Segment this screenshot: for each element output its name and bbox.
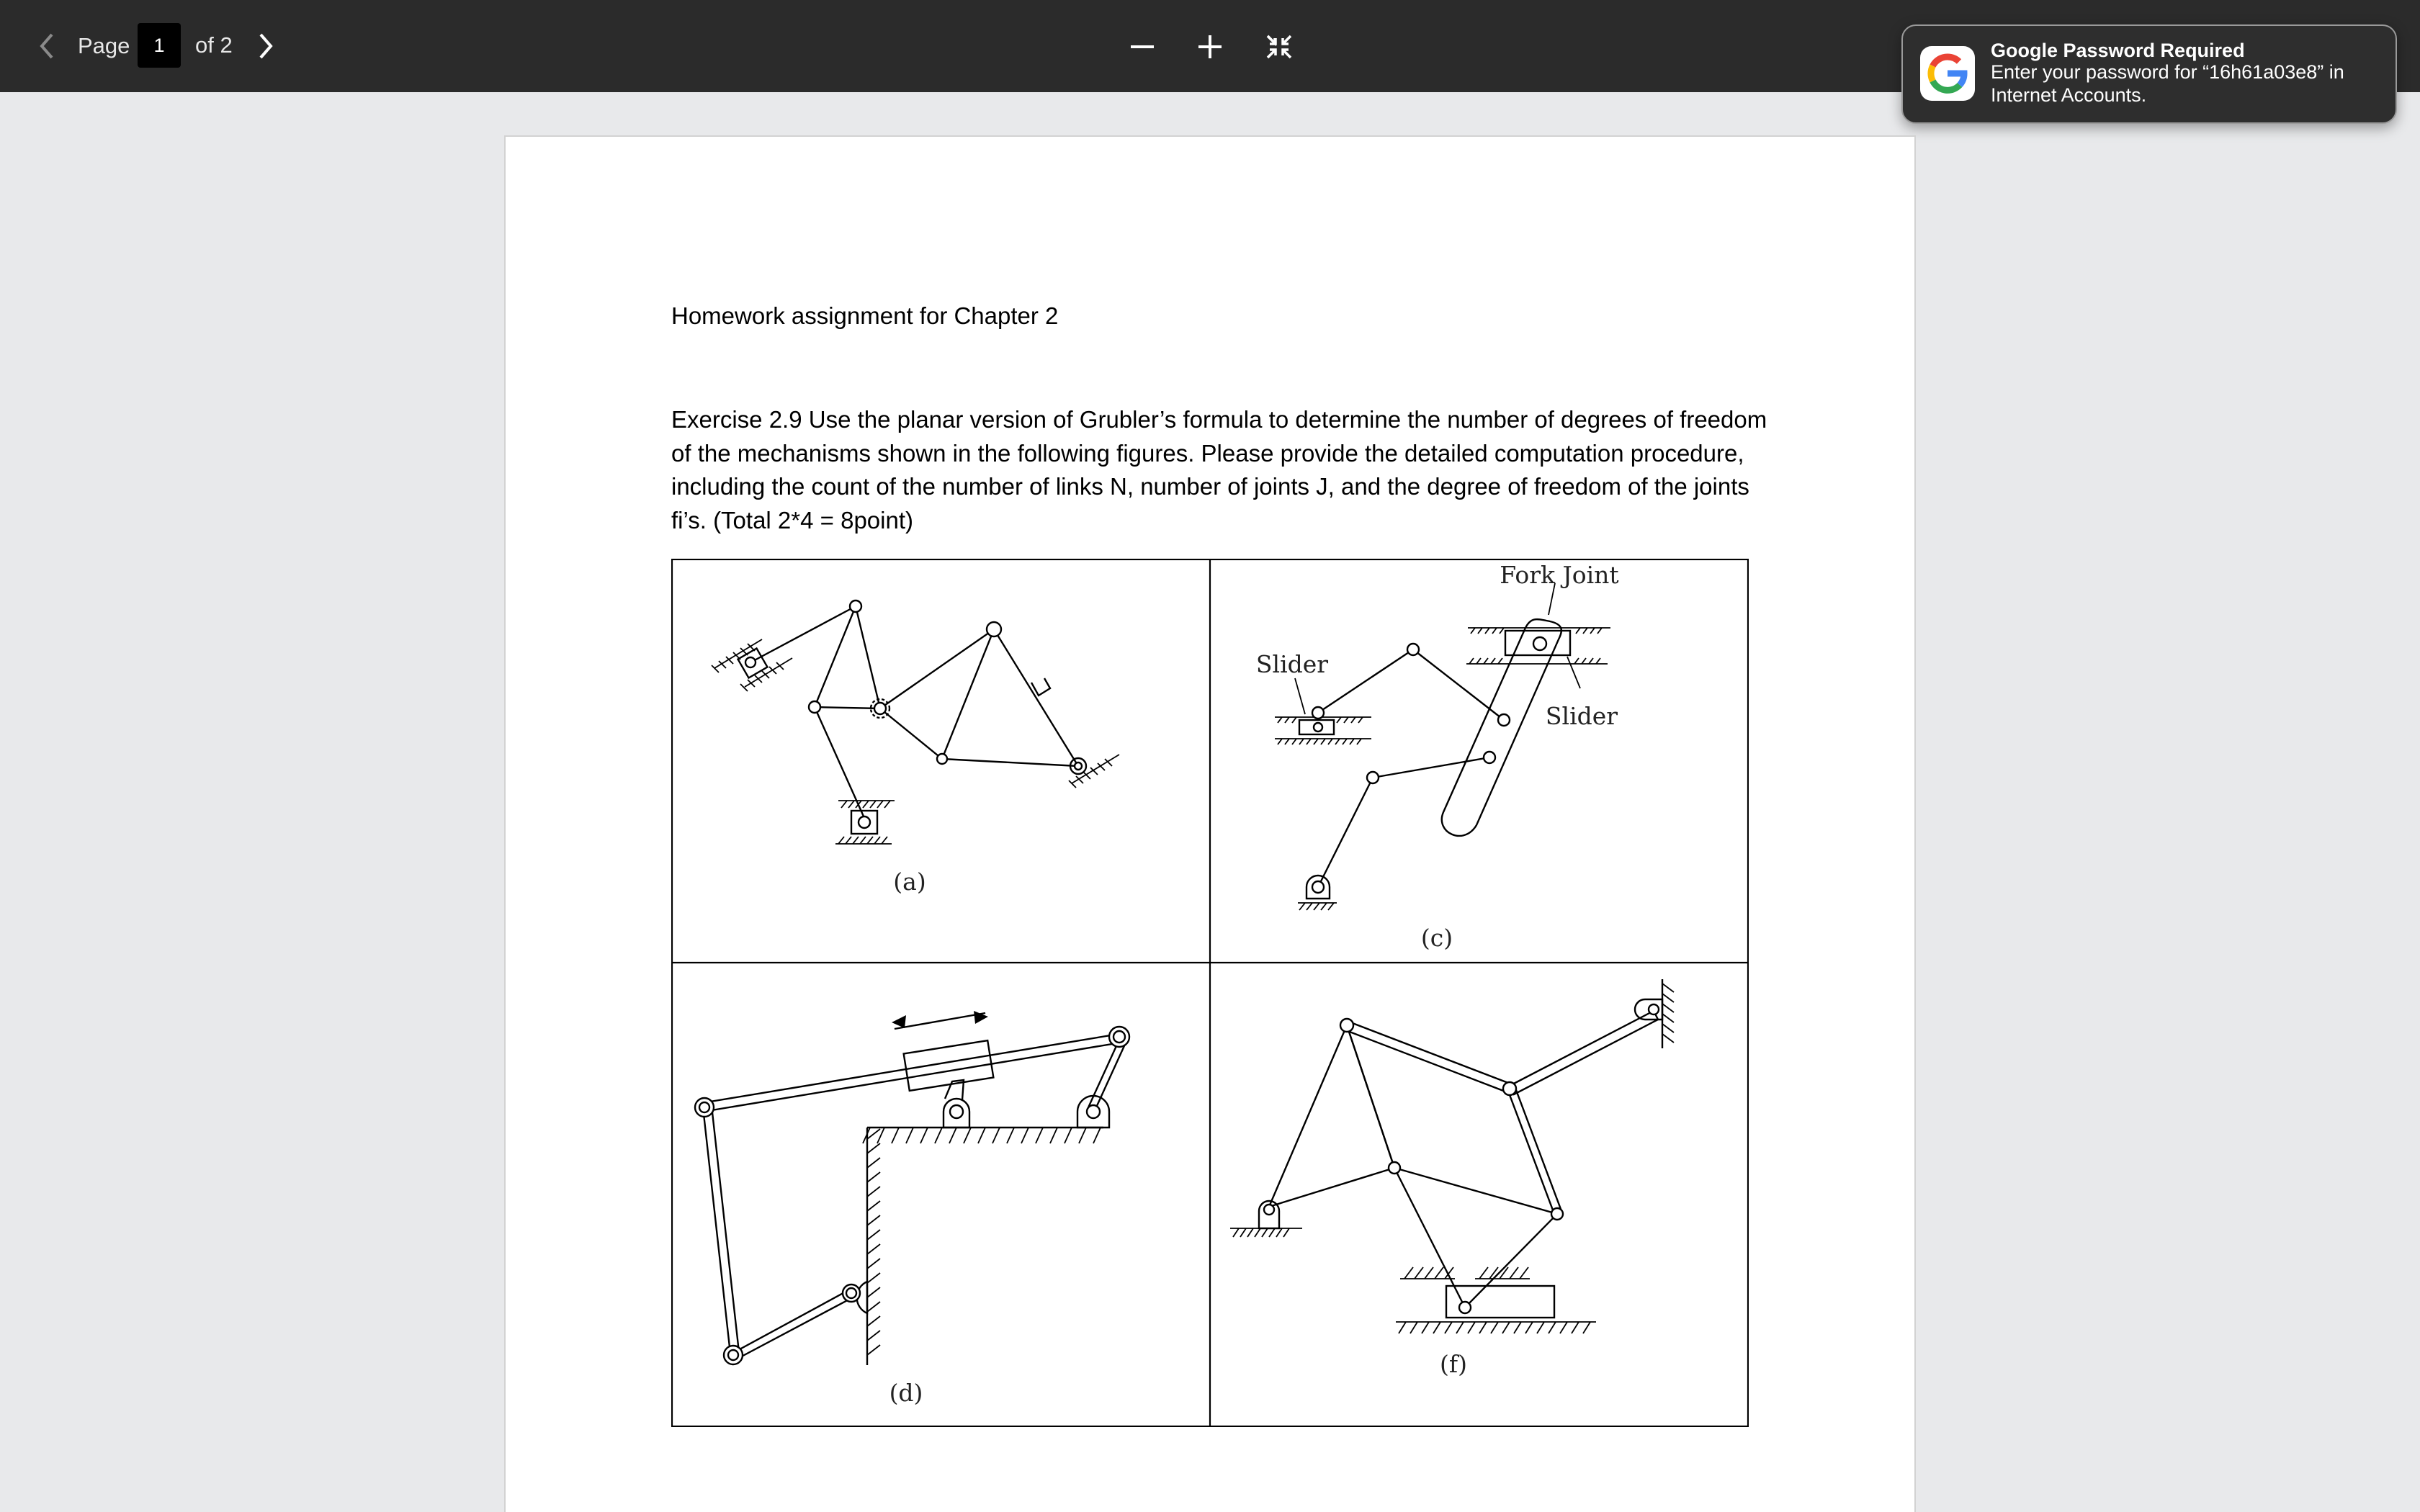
- page-label: Page: [78, 33, 130, 58]
- minus-icon: [1124, 29, 1161, 65]
- mechanism-c: [1275, 583, 1610, 910]
- caption-d: (d): [889, 1379, 923, 1407]
- chevron-left-icon: [29, 26, 65, 66]
- slider-label-right: Slider: [1545, 702, 1618, 730]
- mechanism-d: [695, 1011, 1129, 1365]
- caption-f: (f): [1440, 1350, 1467, 1378]
- caption-a: (a): [893, 868, 926, 896]
- exercise-line-3: including the count of the number of links N, number of joints J, and the degree of freedom of the joints: [671, 473, 1749, 500]
- exercise-line-2: of the mechanisms shown in the following figures. Please provide the detailed computation procedure,: [671, 440, 1744, 467]
- total-pages-label: of 2: [195, 32, 233, 58]
- notification-message: Enter your password for “16h61a03e8” in Internet Accounts.: [1991, 61, 2344, 106]
- password-notification[interactable]: [1901, 24, 2397, 124]
- fit-to-page-icon: [1260, 29, 1298, 65]
- exercise-line-4: fi’s. (Total 2*4 = 8point): [671, 507, 913, 534]
- plus-icon: [1191, 29, 1229, 65]
- next-page-button[interactable]: [248, 26, 284, 66]
- chevron-right-icon: [248, 26, 284, 66]
- slider-label-left: Slider: [1255, 650, 1329, 678]
- mechanism-a: [712, 600, 1119, 844]
- page-number-input[interactable]: 1: [138, 23, 181, 68]
- caption-c: (c): [1420, 924, 1453, 952]
- notification-title: Google Password Required: [1991, 40, 2245, 61]
- exercise-line-1: Exercise 2.9 Use the planar version of Grubler’s formula to determine the number of degrees of freedom: [671, 406, 1767, 433]
- fit-to-page-button[interactable]: [1260, 29, 1298, 65]
- mechanisms-figure: [671, 559, 1749, 1427]
- fork-joint-label: Fork Joint: [1500, 561, 1619, 589]
- previous-page-button[interactable]: [29, 26, 65, 66]
- google-g-icon: [1920, 46, 1975, 101]
- document-title: Homework assignment for Chapter 2: [671, 302, 1059, 329]
- mechanism-f: [1230, 979, 1674, 1333]
- zoom-in-button[interactable]: [1191, 29, 1229, 65]
- zoom-out-button[interactable]: [1124, 29, 1161, 65]
